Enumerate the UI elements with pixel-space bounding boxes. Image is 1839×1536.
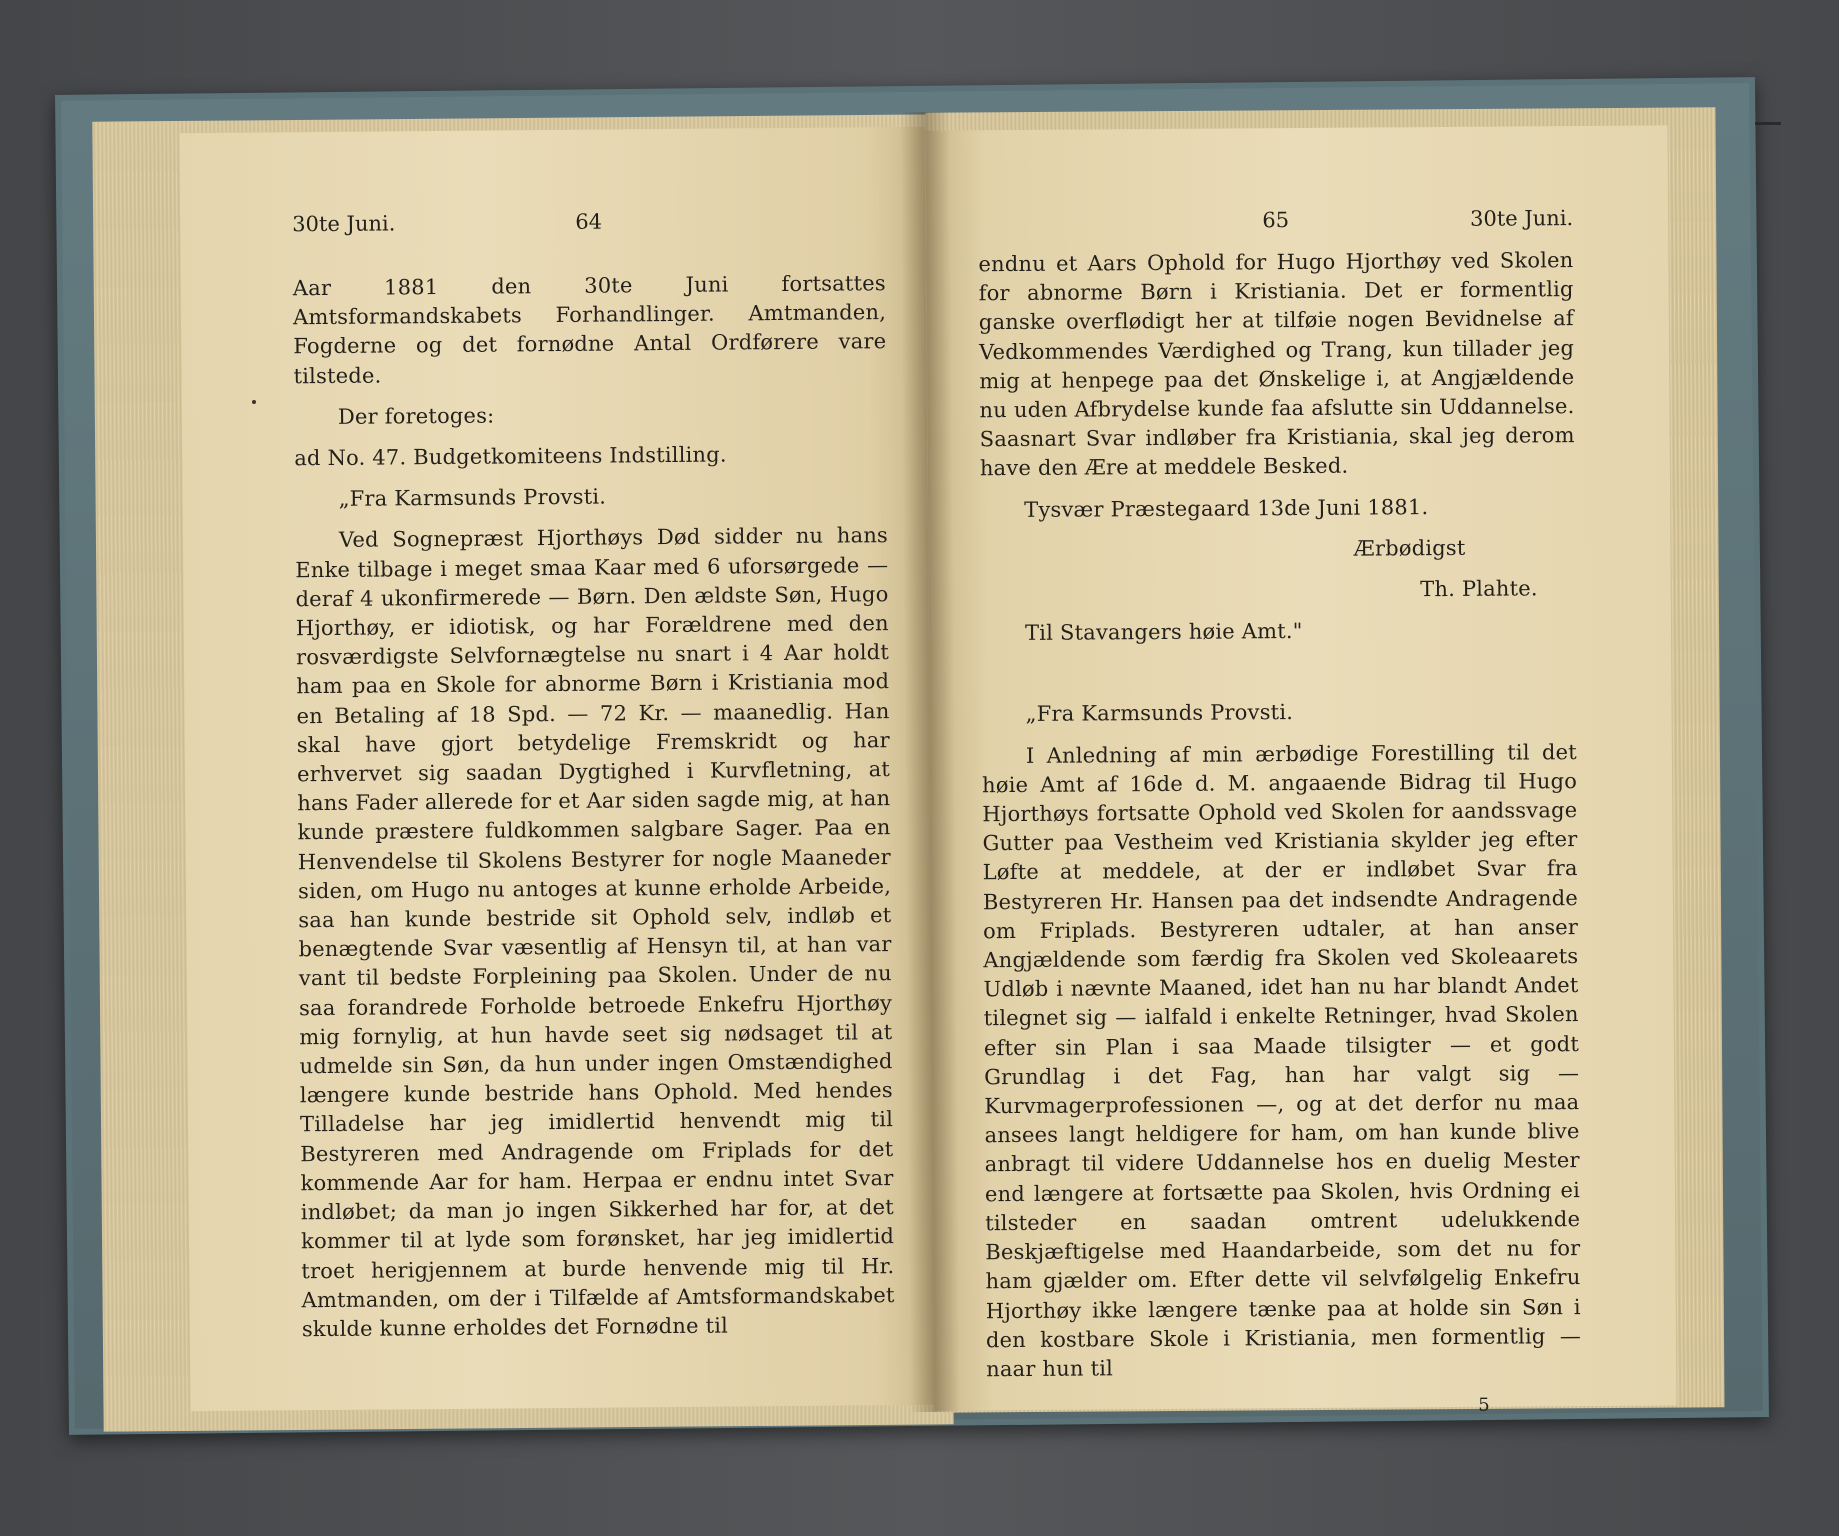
- letter-heading: „Fra Karmsunds Provsti.: [338, 484, 607, 512]
- right-running-head: [978, 206, 1573, 250]
- agenda-intro: Der foretoges:: [337, 403, 495, 429]
- letter-body: Ved Sognepræst Hjorthøys Død sidder nu hans Enke tilbage i meget smaa Kaar med 6 uforsørgede — deraf 4 ukonfirmerede — Børn. Den ældste Søn, Hugo Hjorthøy, er idiotisk, og har Forældrene med den rosværdigste Selvfornægtelse nu snart i 4 Aar holdt ham paa en Skole for abnorme Børn i Kristiania mod en Betaling af 18 Spd. — 72 Kr. — maanedlig. Han skal have gjort betydelige Fremskridt og har erhvervet sig saadan Dygtighed i Kurvfletning, at hans Fader allerede for et Aar siden sagde mig, at han kunde præstere fuldkommen salgbare Sager. Paa en Henvendelse til Skolens Bestyrer for nogle Maaneder siden, om Hugo nu antoges at kunne erholde Arbeide, saa han kunde bestride sit Ophold selv, indløb et benægtende Svar væsentlig af Hensyn til, at han var vant til bedste Forpleining paa Skolen. Under de nu saa forandrede Forholde betroede Enkefru Hjorthøy mig fornylig, at hun havde seet sig nødsaget til at udmelde sin Søn, da hun under ingen Omstændighed længere kunde bestride hans Ophold. Med hendes Tilladelse har jeg imidlertid henvendt mig til Bestyreren med Andragende om Friplads for det kommende Aar for ham. Herpaa er endnu intet Svar indløbet; da man jo ingen Sikkerhed har for, at det kommer til at lyde som forønsket, har jeg imidlertid troet herigjennem at burde henvende mig til Hr. Amtmanden, om der i Tilfælde af Amtsformandskabet skulde kunne erholdes det Fornødne til: [295, 523, 895, 1342]
- left-running-head-date: 30te Juni.: [292, 211, 396, 237]
- letter-place-date: Tysvær Præstegaard 13de Juni 1881.: [1024, 494, 1429, 522]
- book-gutter: [900, 112, 960, 1412]
- left-page-text: [293, 269, 895, 1344]
- letter-signature: Th. Plahte.: [1420, 576, 1538, 602]
- letter-continuation: endnu et Aars Ophold for Hugo Hjorthøy ved Skolen for abnorme Børn i Kristiania. Det er formentlig ganske overflødigt her at tilføie nogen Bevidnelse af Vedkommendes Værdighed og Trang, kun tillader jeg mig at henpege paa det Ønskelige i, at Angjældende nu uden Afbrydelse kunde faa afslutte sin Uddannelse. Saasnart Svar indløber fra Kristiania, skal jeg derom have den Ære at meddele Besked.: [978, 248, 1575, 481]
- right-page-text: [978, 246, 1581, 1384]
- second-letter-heading: „Fra Karmsunds Provsti.: [1025, 700, 1294, 727]
- left-running-head: [292, 207, 885, 252]
- right-running-head-date: 30te Juni.: [1469, 206, 1574, 231]
- left-page-number: 64: [575, 209, 603, 234]
- signature-mark: 5: [1478, 1394, 1490, 1416]
- bookmark-marker: [1755, 122, 1781, 125]
- paper-fleck: [252, 400, 256, 404]
- letter-closing: Ærbødigst: [1353, 535, 1466, 561]
- agenda-item: ad No. 47. Budgetkomiteens Indstilling.: [294, 442, 727, 471]
- left-page: [179, 127, 935, 1411]
- right-page-number: 65: [1262, 208, 1290, 233]
- right-page: [926, 125, 1677, 1416]
- letter-addressee: Til Stavangers høie Amt.": [1024, 619, 1303, 646]
- second-letter-body: I Anledning af min ærbødige Forestilling til det høie Amt af 16de d. M. angaaende Bidrag til Hugo Hjorthøys fortsatte Ophold ved Skolen for aandssvage Gutter paa Vestheim ved Kristiania skylder jeg efter Løfte at meddele, at der er indløbet Svar fra Bestyreren Hr. Hansen paa det indsendte Andragende om Friplads. Bestyreren udtaler, at han anser Angjældende som færdig fra Skolen ved Skoleaarets Udløb i nævnte Maaned, idet han nu har blandt Andet tilegnet sig — ialfald i enkelte Retninger, hvad Skolen efter sin Plan i saa Maade tilsigter — et godt Grundlag i det Fag, han har valgt sig — Kurvmagerprofessionen —, og at det derfor nu maa ansees langt heldigere for ham, om han kunde blive anbragt til videre Uddannelse hos en duelig Mester end længere at fortsætte paa Skolen, hvis Ordning ei tilsteder en saadan omtrent udelukkende Beskjæftigelse med Haandarbeide, som det nu for ham gjælder om. Efter dette vil selvfølgelig Enkefru Hjorthøy ikke længere tænke paa at holde sin Søn i den kostbare Skole i Kristiania, men formentlig — naar hun til: [982, 739, 1582, 1382]
- opening-paragraph: Aar 1881 den 30te Juni fortsattes Amtsformandskabets Forhandlinger. Amtmanden, Fogderne og det fornødne Antal Ordførere vare tilstede.: [292, 271, 887, 388]
